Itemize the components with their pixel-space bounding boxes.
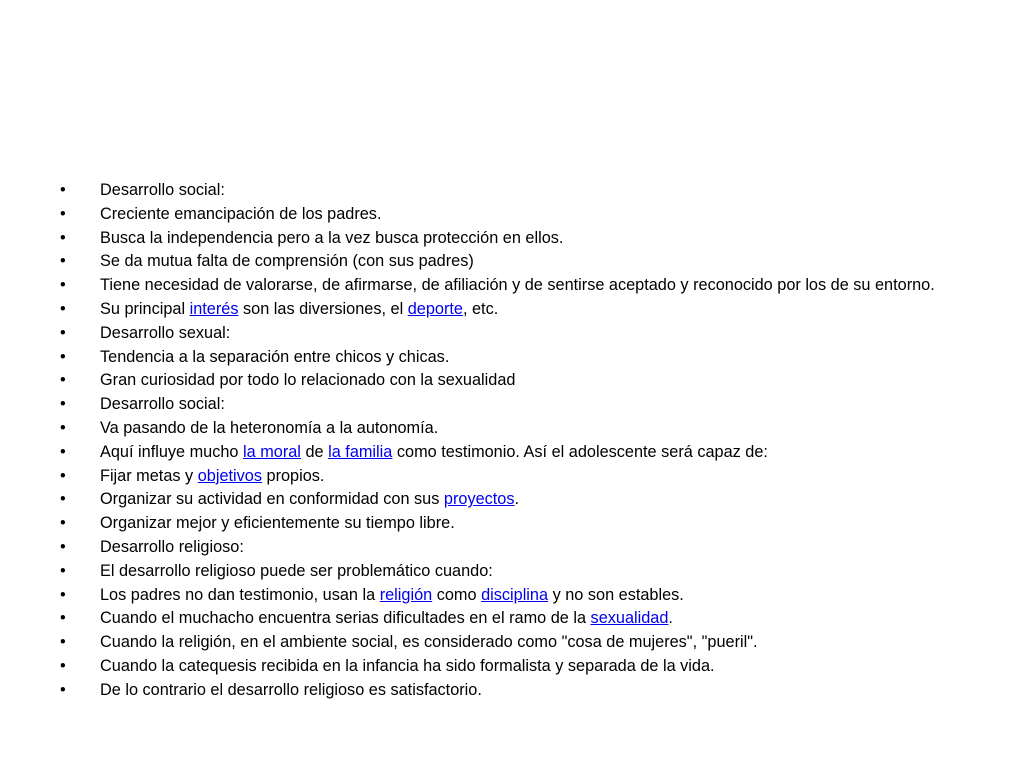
list-item [60, 372, 980, 389]
hyperlink[interactable]: religión [379, 585, 433, 604]
list-item [60, 206, 980, 223]
bullet-icon: • [60, 680, 66, 699]
list-item-text [100, 395, 225, 413]
text-segment: Fijar metas y [100, 466, 198, 485]
bullet-icon: • [60, 585, 66, 604]
text-segment: de [300, 442, 329, 461]
hyperlink[interactable]: deporte [407, 299, 463, 318]
text-segment: son las diversiones, el [238, 299, 408, 318]
list-item [60, 634, 980, 651]
text-segment: , etc. [462, 299, 499, 318]
text-segment: Organizar su actividad en conformidad con sus [100, 490, 444, 509]
text-segment: propios. [261, 466, 325, 485]
list-item [60, 491, 980, 508]
bullet-icon: • [60, 228, 66, 247]
list-item-text [100, 300, 498, 318]
list-item [60, 563, 980, 580]
bullet-list [60, 182, 980, 706]
text-segment: Desarrollo social: [100, 395, 225, 414]
bullet-icon: • [60, 299, 66, 318]
bullet-icon: • [60, 609, 66, 628]
text-segment: Se da mutua falta de comprensión (con sus padres) [100, 252, 474, 271]
text-segment: como [432, 585, 482, 604]
bullet-icon: • [60, 466, 66, 485]
list-item-text [100, 181, 225, 199]
hyperlink[interactable]: sexualidad [590, 609, 669, 628]
list-item [60, 658, 980, 675]
text-segment: Organizar mejor y eficientemente su tiempo libre. [100, 514, 455, 533]
hyperlink[interactable]: la familia [328, 442, 393, 461]
hyperlink[interactable]: la moral [243, 442, 301, 461]
text-segment: Va pasando de la heteronomía a la autonomía. [100, 418, 439, 437]
text-segment: Creciente emancipación de los padres. [100, 204, 382, 223]
text-segment: Cuando la religión, en el ambiente social, es considerado como "cosa de mujeres", "pueril". [100, 633, 758, 652]
bullet-icon: • [60, 442, 66, 461]
list-item [60, 468, 980, 485]
list-item [60, 610, 980, 627]
list-item-text [100, 252, 474, 270]
hyperlink[interactable]: disciplina [481, 585, 549, 604]
list-item [60, 325, 980, 342]
text-segment: Tendencia a la separación entre chicos y chicas. [100, 347, 450, 366]
list-item [60, 396, 980, 413]
text-segment: como testimonio. Así el adolescente será capaz de: [392, 442, 768, 461]
list-item-text [100, 490, 519, 508]
bullet-icon: • [60, 418, 66, 437]
bullet-icon: • [60, 276, 66, 295]
hyperlink[interactable]: objetivos [197, 466, 262, 485]
bullet-icon: • [60, 490, 66, 509]
text-segment: Tiene necesidad de valorarse, de afirmarse, de afiliación y de sentirse aceptado y reconocido por los de su entorno. [100, 276, 935, 295]
bullet-icon: • [60, 347, 66, 366]
list-item [60, 349, 980, 366]
list-item [60, 253, 980, 270]
text-segment: . [668, 609, 673, 628]
text-segment: Desarrollo social: [100, 181, 225, 199]
list-item [60, 682, 980, 699]
bullet-icon: • [60, 537, 66, 556]
text-segment: Cuando el muchacho encuentra serias dificultades en el ramo de la [100, 609, 591, 628]
list-item-text [100, 371, 515, 389]
text-segment: El desarrollo religioso puede ser problemático cuando: [100, 561, 493, 580]
list-item [60, 539, 980, 556]
list-item-text [100, 633, 758, 651]
bullet-icon: • [60, 204, 66, 223]
text-segment: Desarrollo religioso: [100, 537, 244, 556]
hyperlink[interactable]: proyectos [443, 490, 515, 509]
list-item-text [100, 514, 455, 532]
list-item [60, 515, 980, 532]
list-item-text [100, 324, 230, 342]
list-item [60, 420, 980, 437]
list-item-text [100, 562, 493, 580]
bullet-icon: • [60, 395, 66, 414]
bullet-icon: • [60, 252, 66, 271]
list-item-text [100, 586, 684, 604]
list-item [60, 230, 980, 247]
text-segment: Cuando la catequesis recibida en la infancia ha sido formalista y separada de la vida. [100, 656, 715, 675]
list-item-text [100, 609, 673, 627]
bullet-icon: • [60, 633, 66, 652]
list-item-text [100, 681, 482, 699]
text-segment: y no son estables. [548, 585, 684, 604]
bullet-icon: • [60, 181, 66, 199]
bullet-icon: • [60, 323, 66, 342]
hyperlink[interactable]: interés [189, 299, 239, 318]
bullet-icon: • [60, 561, 66, 580]
list-item [60, 182, 980, 199]
bullet-icon: • [60, 371, 66, 390]
list-item-text [100, 348, 449, 366]
list-item-text [100, 657, 715, 675]
text-segment: Gran curiosidad por todo lo relacionado con la sexualidad [100, 371, 516, 390]
bullet-icon: • [60, 656, 66, 675]
list-item-text [100, 205, 381, 223]
text-segment: . [514, 490, 520, 509]
text-segment: Los padres no dan testimonio, usan la [100, 585, 380, 604]
list-item-text [100, 419, 438, 437]
text-segment: Desarrollo sexual: [100, 323, 231, 342]
list-item-text [100, 538, 244, 556]
list-item [60, 444, 980, 461]
list-item [60, 587, 980, 604]
list-item-text [100, 276, 935, 294]
text-segment: Busca la independencia pero a la vez busca protección en ellos. [100, 228, 564, 247]
list-item [60, 301, 980, 318]
text-segment: Su principal [100, 299, 190, 318]
list-item [60, 277, 980, 294]
list-item-text [100, 443, 768, 461]
text-segment: De lo contrario el desarrollo religioso es satisfactorio. [100, 680, 482, 699]
list-item-text [100, 467, 324, 485]
list-item-text [100, 229, 563, 247]
text-segment: Aquí influye mucho [100, 442, 243, 461]
bullet-icon: • [60, 514, 66, 533]
